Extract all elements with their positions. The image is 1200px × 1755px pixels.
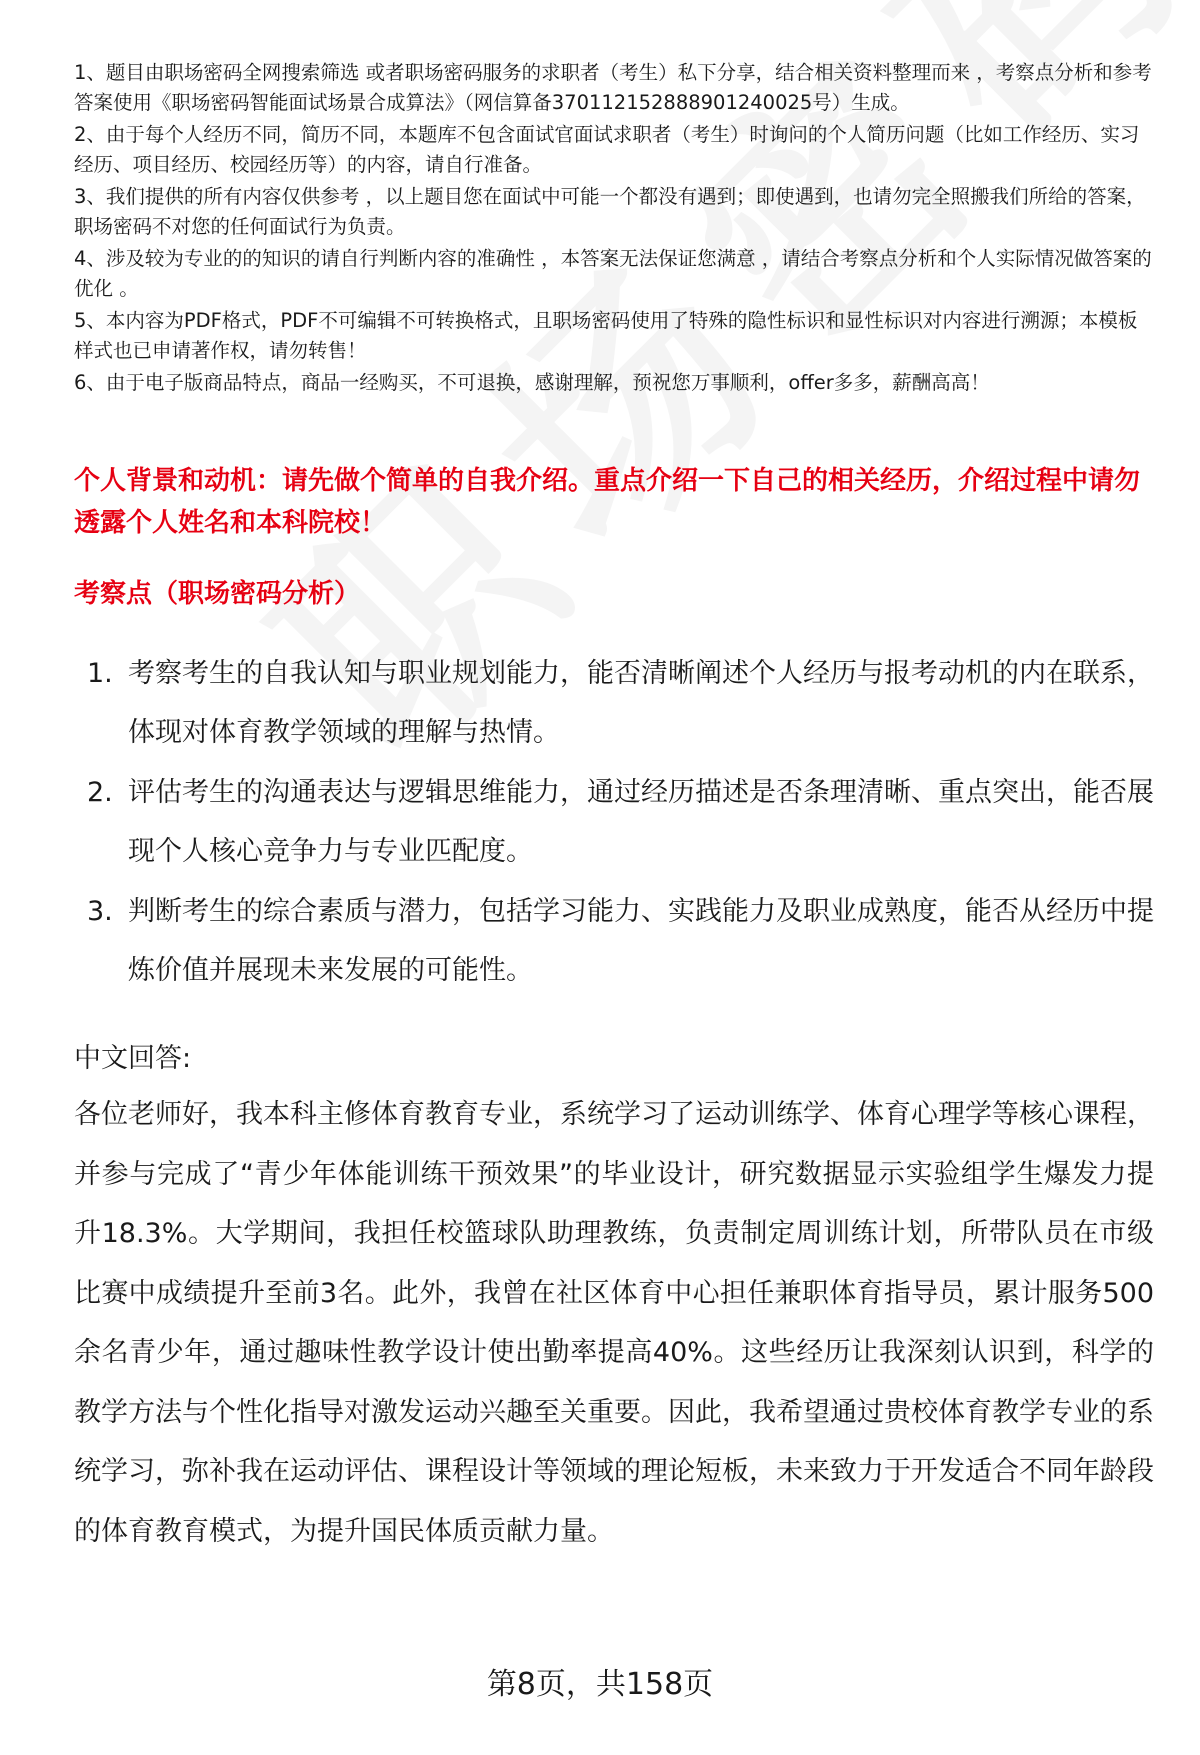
- point-number: 3.: [87, 896, 113, 927]
- answer-body: 各位老师好，我本科主修体育教育专业，系统学习了运动训练学、体育心理学等核心课程，并参与完成了“青少年体能训练干预效果”的毕业设计，研究数据显示实验组学生爆发力提升18.3%。大学期间，我担任校篮球队助理教练，负责制定周训练计划，所带队员在市级比赛中成绩提升至前3名。此外，我曾在社区体育中心担任兼职体育指导员，累计服务500余名青少年，通过趣味性教学设计使出勤率提高40%。这些经历让我深刻认识到，科学的教学方法与个性化指导对激发运动兴趣至关重要。因此，我希望通过贵校体育教学专业的系统学习，弥补我在运动评估、课程设计等领域的理论短板，未来致力于开发适合不同年龄段的体育教育模式，为提升国民体质贡献力量。: [74, 1099, 1154, 1547]
- page-number: 第8页，共158页: [486, 1667, 714, 1702]
- analysis-title: 考察点（职场密码分析）: [74, 579, 361, 609]
- point-text: 判断考生的综合素质与潜力，包括学习能力、实践能力及职业成熟度，能否从经历中提炼价值并展现未来发展的可能性。: [128, 896, 1154, 986]
- analysis-point: [74, 763, 1154, 881]
- question-heading: 个人背景和动机：请先做个简单的自我介绍。重点介绍一下自己的相关经历，介绍过程中请勿透露个人姓名和本科院校！: [74, 466, 1141, 538]
- notice-item: 4、涉及较为专业的的知识的请自行判断内容的准确性 ，本答案无法保证您满意 ，请结合考察点分析和个人实际情况做答案的优化 。: [74, 247, 1152, 300]
- point-text: 考察考生的自我认知与职业规划能力，能否清晰阐述个人经历与报考动机的内在联系，体现对体育教学领域的理解与热情。: [128, 658, 1154, 748]
- notice-item: 1、题目由职场密码全网搜索筛选 或者职场密码服务的求职者（考生）私下分享，结合相关资料整理而来 ，考察点分析和参考答案使用《职场密码智能面试场景合成算法》（网信算备370112152888901240025号）生成。: [74, 61, 1152, 114]
- point-text: 评估考生的沟通表达与逻辑思维能力，通过经历描述是否条理清晰、重点突出，能否展现个人核心竞争力与专业匹配度。: [128, 777, 1154, 867]
- notice-item: 5、本内容为PDF格式，PDF不可编辑不可转换格式，且职场密码使用了特殊的隐性标识和显性标识对内容进行溯源；本模板样式也已申请著作权，请勿转售！: [74, 309, 1138, 362]
- notice-item: 3、我们提供的所有内容仅供参考 ，以上题目您在面试中可能一个都没有遇到；即使遇到，也请勿完全照搬我们所给的答案，职场密码不对您的任何面试行为负责。: [74, 185, 1146, 238]
- analysis-points-list: [74, 644, 1154, 1001]
- answer-label: 中文回答:: [74, 1043, 192, 1074]
- analysis-point: [74, 644, 1154, 762]
- notice-item: 2、由于每个人经历不同，简历不同，本题库不包含面试官面试求职者（考生）时询问的个人简历问题（比如工作经历、实习经历、项目经历、校园经历等）的内容，请自行准备。: [74, 123, 1140, 176]
- point-number: 1.: [87, 658, 113, 689]
- analysis-point: [74, 882, 1154, 1000]
- notice-block: [74, 58, 1154, 400]
- notice-item: 6、由于电子版商品特点，商品一经购买，不可退换，感谢理解，预祝您万事顺利，offer多多，薪酬高高！: [74, 371, 990, 394]
- point-number: 2.: [87, 777, 113, 808]
